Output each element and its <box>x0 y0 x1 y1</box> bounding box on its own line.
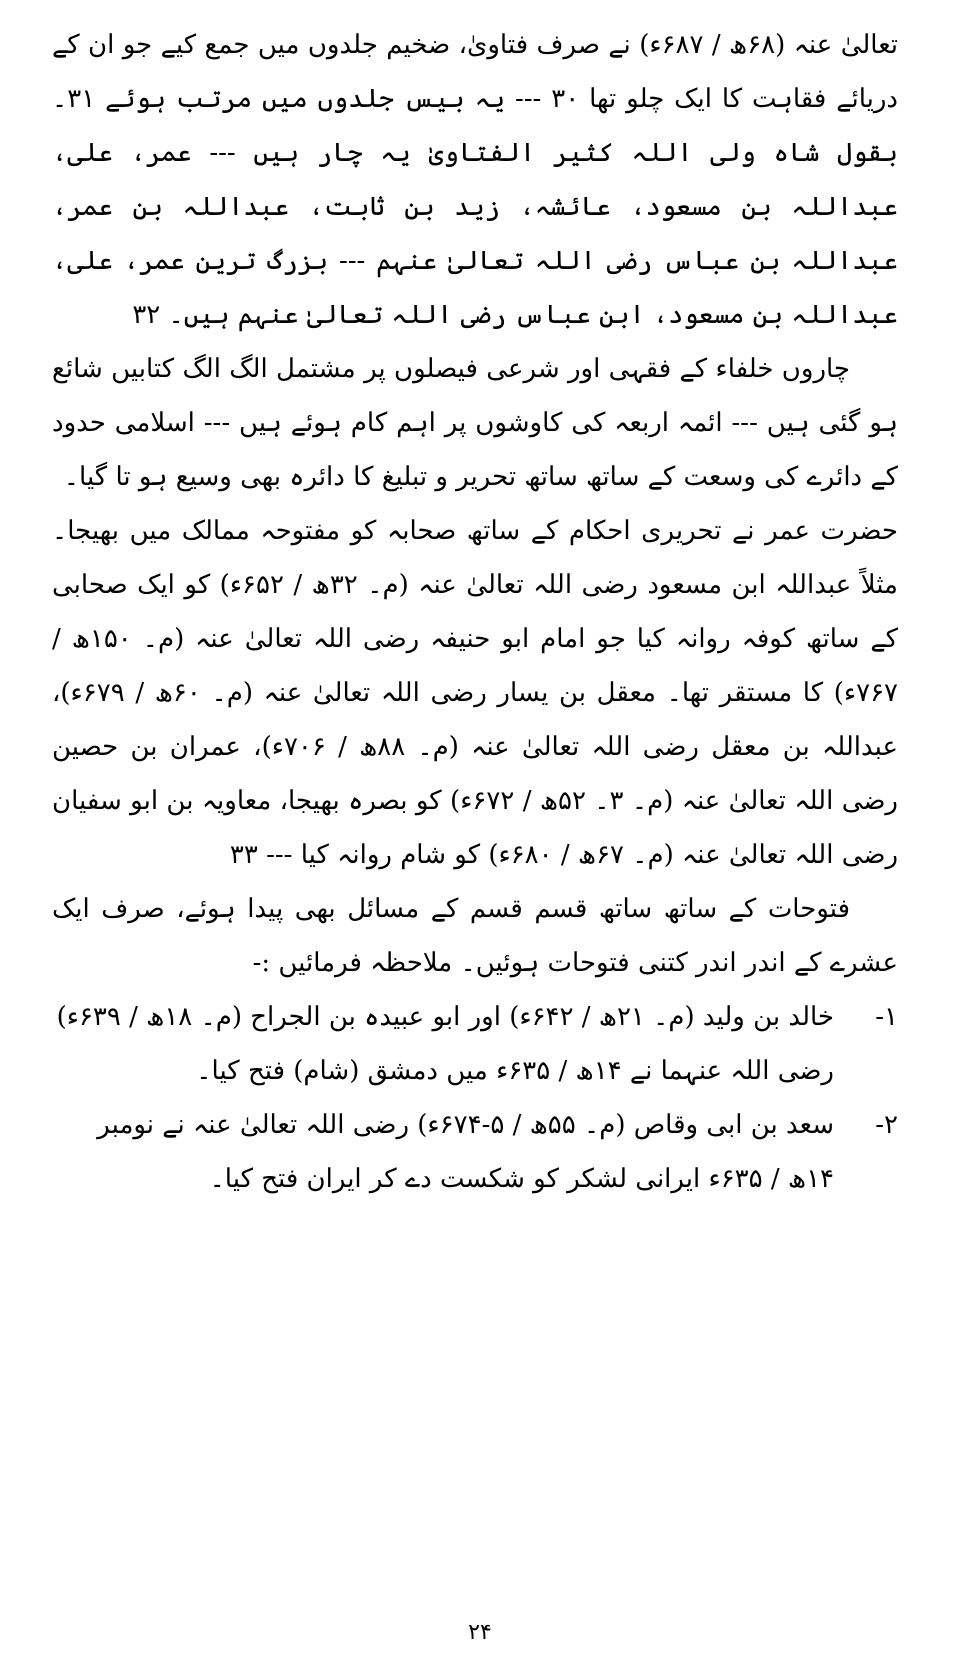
paragraph-fatawa-collection: تعالیٰ عنہ (۶۸ھ / ۶۸۷ء) نے صرف فتاویٰ، ضخیم جلدوں میں جمع کیے جو ان کے دریائے فقاہت کا ایک چلو تھا ۳۰ --- یہ بیس جلدوں میں مرتب ہوئے ۳۱۔ بقول شاہ ولی اللہ کثیر الفتاویٰ یہ چار ہیں --- عمر، علی، عبداللہ بن مسعود، عائشہ، زید بن ثابت، عبداللہ بن عمر، عبداللہ بن عباس رضی اللہ تعالیٰ عنہم --- بزرگ ترین عمر، علی، عبداللہ بن مسعود، ابن عباس رضی اللہ تعالیٰ عنہم ہیں۔ ۳۲ <box>52 30 898 330</box>
list-item-text: سعد بن ابی وقاص (م۔ ۵۵ھ / ۵-۶۷۴ء) رضی اللہ تعالیٰ عنہ نے نومبر ۱۴ھ / ۶۳۵ء ایرانی لشکر کو شکست دے کر ایران فتح کیا۔ <box>97 1110 834 1194</box>
conquests-list <box>52 990 898 1206</box>
paragraph-caliphs-books: چاروں خلفاء کے فقہی اور شرعی فیصلوں پر مشتمل الگ الگ کتابیں شائع ہو گئی ہیں --- ائمہ اربعہ کی کاوشوں پر اہم کام ہوئے ہیں --- اسلامی حدود کے دائرے کی وسعت کے ساتھ ساتھ تحریر و تبلیغ کا دائرہ بھی وسیع ہو تا گیا۔ <box>52 354 898 492</box>
list-item <box>52 1098 898 1206</box>
paragraph-conquests-intro: فتوحات کے ساتھ ساتھ قسم قسم کے مسائل بھی پیدا ہوئے، صرف ایک عشرے کے اندر اندر کتنی فتوحات ہوئیں۔ ملاحظہ فرمائیں :- <box>52 894 898 978</box>
list-item-number: ۱- <box>875 1002 898 1032</box>
page-number: ۲۴ <box>468 1620 492 1645</box>
list-item-text: خالد بن ولید (م۔ ۲۱ھ / ۶۴۲ء) اور ابو عبیدہ بن الجراح (م۔ ۱۸ھ / ۶۳۹ء) رضی اللہ عنہما نے ۱۴ھ / ۶۳۵ء میں دمشق (شام) فتح کیا۔ <box>56 1002 834 1086</box>
paragraph-companions-sent: حضرت عمر نے تحریری احکام کے ساتھ صحابہ کو مفتوحہ ممالک میں بھیجا۔ مثلاً عبداللہ ابن مسعود رضی اللہ تعالیٰ عنہ (م۔ ۳۲ھ / ۶۵۲ء) کو ایک صحابی کے ساتھ کوفہ روانہ کیا جو امام ابو حنیفہ رضی اللہ تعالیٰ عنہ (م۔ ۱۵۰ھ / ۷۶۷ء) کا مستقر تھا۔ معقل بن یسار رضی اللہ تعالیٰ عنہ (م۔ ۶۰ھ / ۶۷۹ء)، عبداللہ بن معقل رضی اللہ تعالیٰ عنہ (م۔ ۸۸ھ / ۷۰۶ء)، عمران بن حصین رضی اللہ تعالیٰ عنہ (م۔ ۳۔ ۵۲ھ / ۶۷۲ء) کو بصرہ بھیجا، معاویہ بن ابو سفیان رضی اللہ تعالیٰ عنہ (م۔ ۶۷ھ / ۶۸۰ء) کو شام روانہ کیا --- ۳۳ <box>52 516 899 870</box>
list-item-number: ۲- <box>875 1110 898 1140</box>
list-item <box>52 990 898 1098</box>
